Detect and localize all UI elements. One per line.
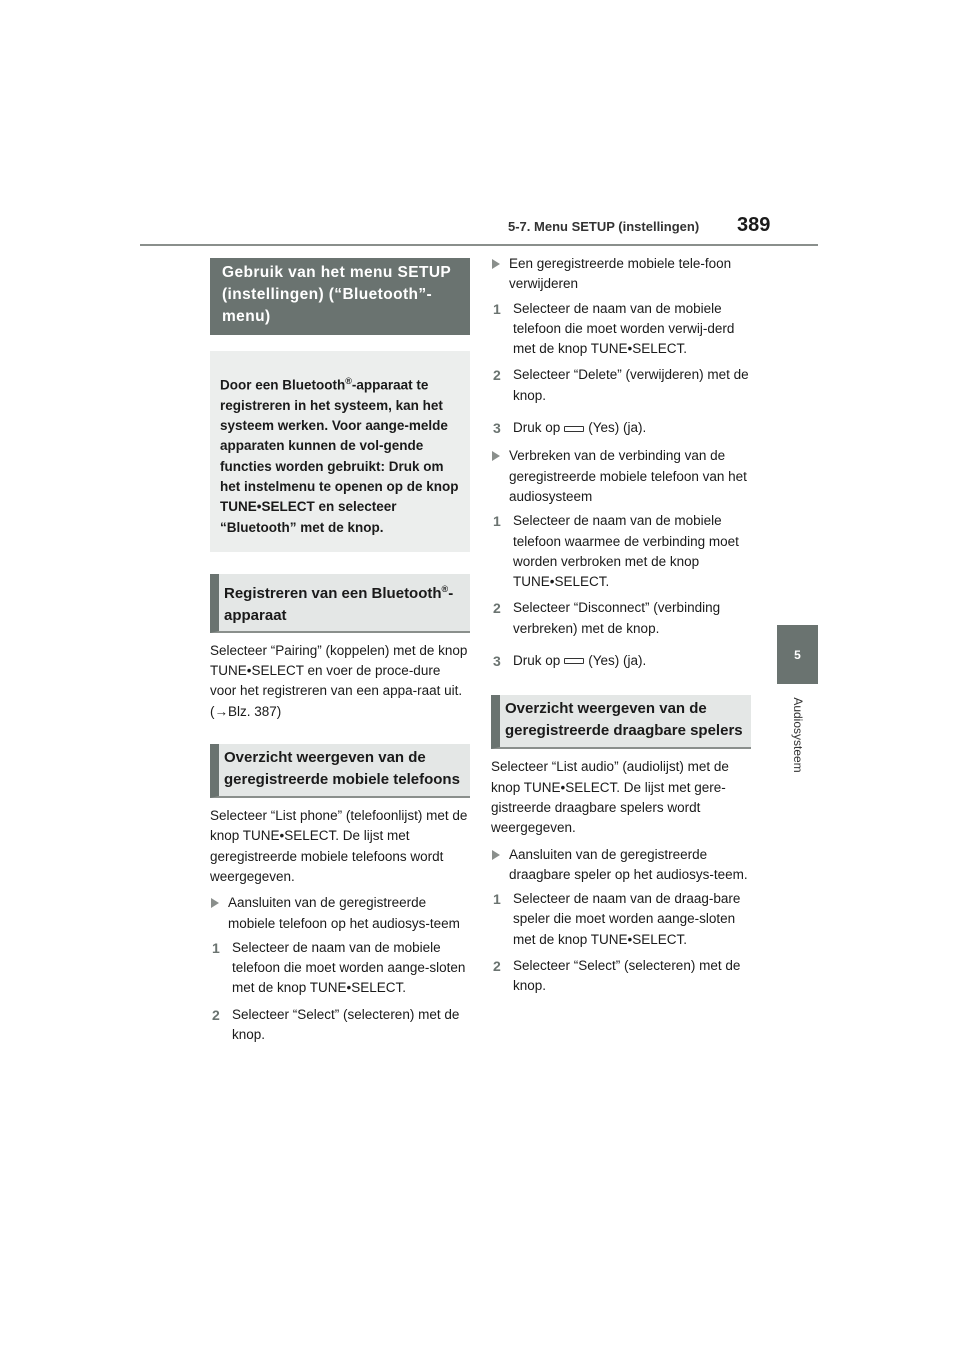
delete-step-1 [491,299,751,360]
disconnect-phone-item [491,446,751,507]
step-text-a: Druk op [513,420,561,436]
connect-step-1 [210,938,470,999]
intro-box [210,351,470,552]
intro-text-a: Door een Bluetooth [220,377,346,393]
step-number: 3 [493,420,501,437]
step-number: 1 [493,891,501,908]
phones-text: Selecteer “List phone” (telefoonlijst) met de knop TUNE•SELECT. De lijst met geregistreerde mobiele telefoons wordt weergegeven. [210,808,468,884]
left-column [210,258,470,1045]
delete-step-2 [491,365,751,406]
step-text: Selecteer de naam van de mobiele telefoon die moet worden verwij-derd met de knop TUNE•SELECT. [513,300,735,357]
delete-phone-title: Een geregistreerde mobiele tele-foon verwijderen [509,256,732,292]
register-heading-sup: ® [441,583,449,594]
connect-phone-item [210,893,470,934]
step-number: 3 [493,653,501,670]
step-text: Selecteer de naam van de mobiele telefoon die moet worden aange-sloten met de knop TUNE•SELECT. [232,939,466,996]
button-icon [564,426,584,432]
chapter-number: 5 [794,647,801,662]
right-column [491,254,751,997]
players-heading: Overzicht weergeven van de geregistreerde draagbare spelers [491,695,751,749]
connect-phone-title: Aansluiten van de geregistreerde mobiele telefoon op het audiosys-teem [228,895,460,931]
main-heading: Gebruik van het menu SETUP (instellingen) (“Bluetooth”-menu) [210,258,470,335]
step-number: 2 [493,958,501,975]
step-number: 2 [212,1006,220,1023]
delete-phone-item [491,254,751,295]
arrow-right-icon [492,850,500,860]
player-step-2 [491,956,751,997]
step-number: 1 [493,513,501,530]
button-icon [564,658,584,664]
player-step-1 [491,889,751,950]
players-text: Selecteer “List audio” (audiolijst) met de knop TUNE•SELECT. De lijst met gere-gistreerde draagbare spelers wordt weergegeven. [491,759,729,836]
delete-step-3 [491,418,751,438]
step-text-b: (Yes) (ja). [588,653,647,669]
register-heading-b: -apparaat [224,584,454,624]
page-number: 389 [737,214,771,236]
step-number: 2 [493,600,501,617]
step-text: Selecteer “Select” (selecteren) met de knop. [513,958,741,994]
register-heading-a: Registreren van een Bluetooth [224,584,442,602]
connect-player-title: Aansluiten van de geregistreerde draagbare speler op het audiosys-teem. [509,846,748,882]
header-rule [140,244,818,246]
phones-heading: Overzicht weergeven van de geregistreerde mobiele telefoons [210,744,470,798]
register-heading [210,574,470,633]
step-text: Selecteer de naam van de mobiele telefoon waarmee de verbinding moet worden verbroken met de knop TUNE•SELECT. [513,513,739,590]
step-text: Selecteer “Select” (selecteren) met de knop. [232,1006,460,1043]
arrow-right-icon [492,259,500,269]
connect-step-2 [210,1005,470,1046]
arrow-right-icon [211,898,219,908]
register-text: Selecteer “Pairing” (koppelen) met de knop TUNE•SELECT en voer de proce-dure voor het registreren van een appa-raat uit. (→Blz. 387) [210,642,468,719]
step-number: 1 [493,300,501,317]
registered-mark: ® [345,376,352,386]
step-number: 2 [493,367,501,384]
disconnect-phone-title: Verbreken van de verbinding van de geregistreerde mobiele telefoon van het audiosysteem [509,448,747,504]
step-text-b: (Yes) (ja). [588,420,647,436]
chapter-label: Audiosysteem [791,697,805,773]
disconnect-step-3 [491,651,751,671]
step-text: Selecteer de naam van de draag-bare speler die moet worden aange-sloten met de knop TUNE•SELECT. [513,891,741,947]
section-title: 5-7. Menu SETUP (instellingen) [508,219,700,234]
chapter-tab [777,625,818,684]
intro-text-b: -apparaat te registreren in het systeem, kan het systeem werken. Voor aange-melde apparaten kunnen de vol-gende functies worden gebruikt: Druk om het instelmenu te openen op de knop TUNE•SELECT en selecteer “Bluetooth” met de knop. [220,377,459,535]
disconnect-step-1 [491,511,751,592]
step-text: Selecteer “Disconnect” (verbinding verbreken) met de knop. [513,600,721,636]
step-text-a: Druk op [513,653,561,669]
connect-player-item [491,845,751,886]
step-text: Selecteer “Delete” (verwijderen) met de knop. [513,367,749,403]
arrow-right-icon [492,451,500,461]
step-number: 1 [212,939,220,956]
disconnect-step-2 [491,598,751,639]
